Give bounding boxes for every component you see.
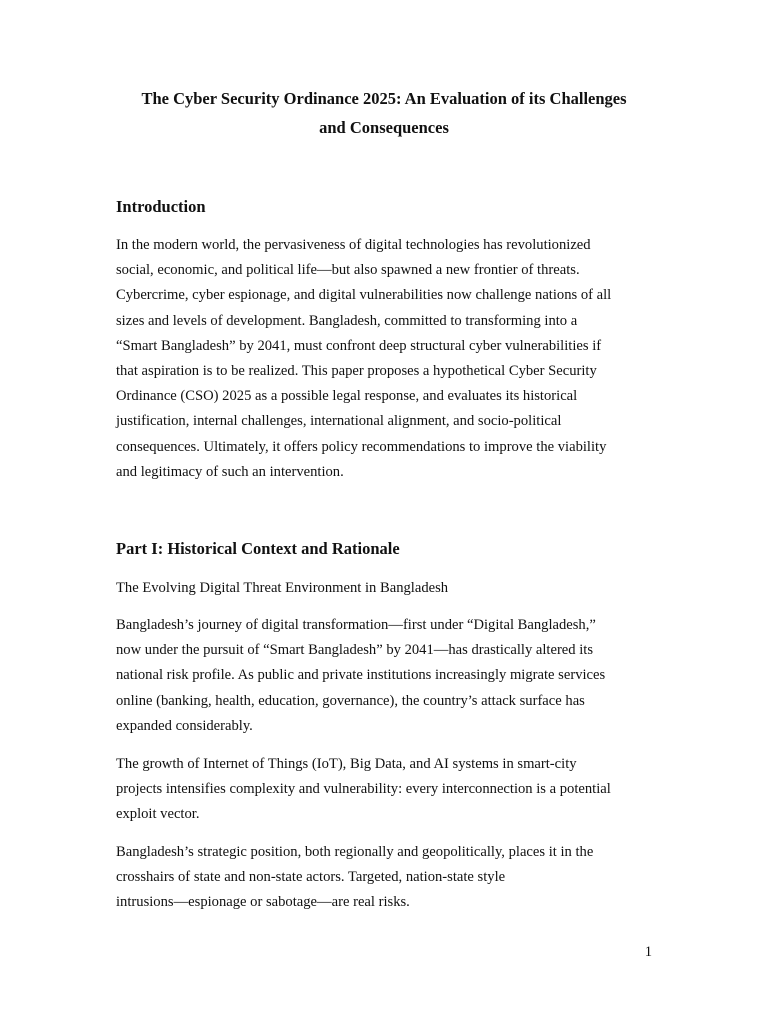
text-line: Cybercrime, cyber espionage, and digital vulnerabilities now challenge nations of all <box>116 287 612 304</box>
text-line: “Smart Bangladesh” by 2041, must confront deep structural cyber vulnerabilities if <box>116 337 602 354</box>
text-line: that aspiration is to be realized. This paper proposes a hypothetical Cyber Security <box>116 363 597 380</box>
text-line: online (banking, health, education, governance), the country’s attack surface has <box>116 692 585 709</box>
part1-subheading: The Evolving Digital Threat Environment in Bangladesh <box>116 580 449 596</box>
text-line: Ordinance (CSO) 2025 as a possible legal response, and evaluates its historical <box>116 388 578 405</box>
introduction-heading: Introduction <box>116 197 206 216</box>
text-line: exploit vector. <box>116 806 200 823</box>
text-line: expanded considerably. <box>116 717 253 734</box>
part1-heading: Part I: Historical Context and Rationale <box>116 539 400 558</box>
text-line: projects intensifies complexity and vulnerability: every interconnection is a potential <box>116 781 611 798</box>
text-line: now under the pursuit of “Smart Bangladesh” by 2041—has drastically altered its <box>116 642 594 659</box>
text-line: social, economic, and political life—but also spawned a new frontier of threats. <box>116 262 580 279</box>
text-line: and legitimacy of such an intervention. <box>116 463 344 480</box>
text-line: sizes and levels of development. Bangladesh, committed to transforming into a <box>116 312 578 329</box>
text-line: intrusions—espionage or sabotage—are real risks. <box>116 894 410 911</box>
title-line-2: and Consequences <box>319 118 449 137</box>
title-line-1: The Cyber Security Ordinance 2025: An Evaluation of its Challenges <box>141 89 627 108</box>
part1-paragraph-3 <box>116 840 656 916</box>
text-line: The growth of Internet of Things (IoT), Big Data, and AI systems in smart-city <box>116 756 577 772</box>
text-line: In the modern world, the pervasiveness of digital technologies has revolutionized <box>116 237 591 253</box>
text-line: Bangladesh’s strategic position, both regionally and geopolitically, places it in the <box>116 844 594 860</box>
part1-paragraph-1 <box>116 613 656 739</box>
text-line: Bangladesh’s journey of digital transformation—first under “Digital Bangladesh,” <box>116 617 596 633</box>
document-title <box>100 84 668 142</box>
text-line: crosshairs of state and non-state actors. Targeted, nation-state style <box>116 869 506 886</box>
introduction-paragraph <box>116 233 656 485</box>
part1-paragraph-2 <box>116 752 656 828</box>
text-line: consequences. Ultimately, it offers policy recommendations to improve the viability <box>116 438 607 455</box>
page-number: 1 <box>644 944 652 960</box>
text-line: national risk profile. As public and private institutions increasingly migrate services <box>116 667 606 684</box>
text-line: justification, internal challenges, international alignment, and socio-political <box>116 413 562 430</box>
